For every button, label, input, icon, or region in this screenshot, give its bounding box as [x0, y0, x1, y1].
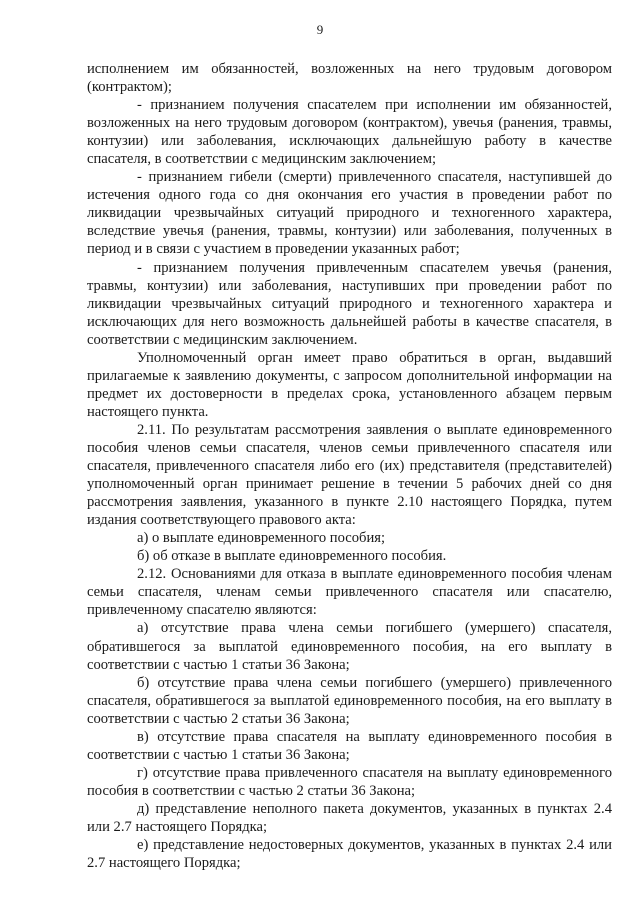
paragraph: - признанием гибели (смерти) привлеченного спасателя, наступившей до истечения одного года со дня окончания его участия в проведении работ по ликвидации чрезвычайных ситуаций природного и техногенного характера, вследствие увечья (ранения, травмы, контузии) или заболевания, полученных в период и в связи с участием в проведении указанных работ; [87, 169, 612, 258]
paragraph: г) отсутствие права привлеченного спасателя на выплату единовременного пособия в соответствии с частью 2 статьи 36 Закона; [87, 764, 612, 799]
paragraph: д) представление неполного пакета документов, указанных в пунктах 2.4 или 2.7 настоящего Порядка; [87, 800, 612, 835]
paragraph: - признанием получения привлеченным спасателем увечья (ранения, травмы, контузии) или заболевания, наступивших при проведении работ по ликвидации чрезвычайных ситуаций природного и техногенного характера и исключающих для него возможность дальнейшей работы в качестве спасателя, в соответствии с медицинским заключением. [87, 259, 612, 348]
paragraph: - признанием получения спасателем при исполнении им обязанностей, возложенных на него трудовым договором (контрактом), увечья (ранения, травмы, контузии) или заболевания, исключающих дальнейшую работу в качестве спасателя, в соответствии с медицинским заключением; [87, 97, 612, 168]
paragraph: б) отсутствие права члена семьи погибшего (умершего) привлеченного спасателя, обратившегося за выплатой единовременного пособия, на его выплату в соответствии с частью 2 статьи 36 Закона; [87, 674, 612, 727]
paragraph: а) отсутствие права члена семьи погибшего (умершего) спасателя, обратившегося за выплатой единовременного пособия, на его выплату в соответствии с частью 1 статьи 36 Закона; [87, 620, 612, 673]
paragraph: б) об отказе в выплате единовременного пособия. [137, 548, 447, 565]
paragraph: е) представление недостоверных документов, указанных в пунктах 2.4 или 2.7 настоящего Порядка; [87, 837, 612, 872]
page-number: 9 [316, 22, 324, 37]
paragraph: 2.11. По результатам рассмотрения заявления о выплате единовременного пособия членов семьи спасателя, членов семьи привлеченного спасателя или спасателя, привлеченного спасателя либо его (их) представителя (представителей) уполномоченный орган принимает решение в течении 5 рабочих дней со дня рассмотрения заявления, указанного в пункте 2.10 настоящего Порядка, путем издания соответствующего правового акта: [87, 421, 612, 529]
paragraph: а) о выплате единовременного пособия; [137, 530, 386, 547]
paragraph: 2.12. Основаниями для отказа в выплате единовременного пособия членам семьи спасателя, членам семьи привлеченного спасателя или спасателю, привлеченному спасателю являются: [87, 566, 612, 619]
paragraph: исполнением им обязанностей, возложенных на него трудовым договором (контрактом); [87, 61, 612, 96]
paragraph: Уполномоченный орган имеет право обратиться в орган, выдавший прилагаемые к заявлению документы, с запросом дополнительной информации на предмет их достоверности в пределах срока, установленного абзацем первым настоящего пункта. [87, 349, 612, 420]
paragraph: в) отсутствие права спасателя на выплату единовременного пособия в соответствии с частью 1 статьи 36 Закона; [87, 728, 612, 763]
document-body [87, 60, 612, 872]
